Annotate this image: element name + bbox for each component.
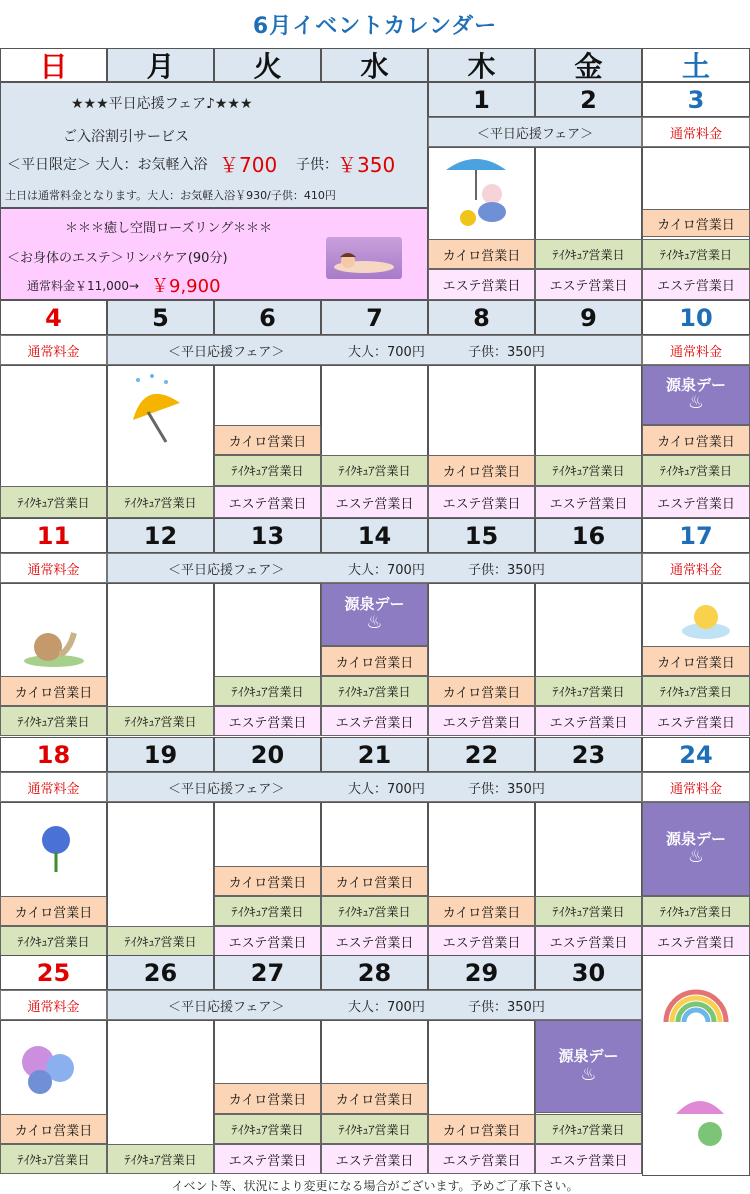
adult-price: ￥700 [219,153,278,177]
date-number[interactable]: 6 [214,300,321,335]
este-tag: エステ営業日 [642,706,750,736]
gensen-day-tag [642,365,750,425]
discount-text: ご入浴割引サービス [63,129,189,145]
este-tag: エステ営業日 [535,486,642,518]
gensen-day-tag [642,802,750,896]
onsen-icon: ♨ [366,611,383,633]
normal-rate-label: 通常料金 [642,772,750,802]
este-price: ￥9,900 [151,276,221,297]
weekday-header: 水 [321,48,428,82]
teikyua-tag: ﾃｲｸｷｭｱ営業日 [0,706,107,736]
date-number[interactable]: 10 [642,300,750,335]
teikyua-tag: ﾃｲｸｷｭｱ営業日 [214,1114,321,1144]
date-number[interactable]: 22 [428,737,535,772]
date-number[interactable]: 21 [321,737,428,772]
umbrella-icon [118,372,188,452]
disclaimer-footnote: イベント等、状況により変更になる場合がございます。予めご了承下さい。 [171,1178,579,1193]
weekend-note: 土日は通常料金となります。大人：お気軽入浴￥930/子供：410円 [5,189,336,202]
gensen-label: 源泉デー [665,829,726,848]
este-tag: エステ営業日 [214,706,321,736]
este-tag: エステ営業日 [321,486,428,518]
date-number[interactable]: 27 [214,955,321,990]
chick-icon [676,595,736,645]
normal-rate-label: 通常料金 [642,553,750,583]
date-number[interactable]: 25 [0,955,107,990]
onsen-icon: ♨ [580,1063,597,1085]
kairo-tag: カイロ営業日 [428,676,535,706]
fair-stripe [107,553,642,583]
date-number[interactable]: 4 [0,300,107,335]
teikyua-tag: ﾃｲｸｷｭｱ営業日 [214,676,321,706]
fair-stripe [107,772,642,802]
weekday-header: 木 [428,48,535,82]
kairo-tag: カイロ営業日 [428,1114,535,1144]
normal-rate-label: 通常料金 [642,335,750,365]
fair-label: ＜平日応援フェア＞ [168,344,285,360]
date-number[interactable]: 7 [321,300,428,335]
normal-rate-label: 通常料金 [0,553,107,583]
date-number[interactable]: 29 [428,955,535,990]
weekday-header: 火 [214,48,321,82]
fair-title: ★★★平日応援フェア♪★★★ [71,96,253,112]
kairo-tag: カイロ営業日 [428,455,535,486]
este-tag: エステ営業日 [642,926,750,956]
rainbow-icon [660,982,732,1032]
fair-stripe [107,990,642,1020]
frog-umbrella-icon [672,1092,734,1154]
date-number[interactable]: 11 [0,518,107,553]
kairo-tag: カイロ営業日 [214,1083,321,1114]
weekday-only-text: ＜平日限定＞ 大人：お気軽入浴 [7,157,208,173]
kairo-tag: カイロ営業日 [0,676,107,706]
teikyua-tag: ﾃｲｸｷｭｱ営業日 [535,676,642,706]
date-number[interactable]: 23 [535,737,642,772]
este-course: ＜お身体のエステ＞リンパケア(90分) [7,251,228,266]
weekday-header: 月 [107,48,214,82]
kairo-tag: カイロ営業日 [428,239,535,269]
kairo-tag: カイロ営業日 [428,896,535,926]
date-number[interactable]: 5 [107,300,214,335]
adult-fare: 大人：700円 [348,344,425,360]
kairo-tag: カイロ営業日 [214,866,321,896]
promo-panel [0,82,428,208]
kairo-tag: カイロ営業日 [214,425,321,455]
este-tag: エステ営業日 [321,1144,428,1174]
date-number[interactable]: 19 [107,737,214,772]
teikyua-tag: ﾃｲｸｷｭｱ営業日 [321,1114,428,1144]
date-number[interactable]: 17 [642,518,750,553]
este-tag: エステ営業日 [428,1144,535,1174]
teikyua-tag: ﾃｲｸｷｭｱ営業日 [642,676,750,706]
fair-stripe [107,335,642,365]
teikyua-tag: ﾃｲｸｷｭｱ営業日 [321,676,428,706]
kairo-tag: カイロ営業日 [0,896,107,926]
weekday-header: 日 [0,48,107,82]
fair-label: ＜平日応援フェア＞ [168,781,285,797]
date-number[interactable]: 8 [428,300,535,335]
gensen-label: 源泉デー [558,1047,619,1066]
onsen-icon: ♨ [687,846,705,868]
date-number[interactable]: 20 [214,737,321,772]
este-tag: エステ営業日 [642,269,750,300]
child-price: ￥350 [337,153,396,177]
child-fare: 子供：350円 [468,781,545,797]
fair-label: ＜平日応援フェア＞ [168,999,285,1015]
gensen-day-tag [535,1020,642,1113]
kairo-tag: カイロ営業日 [321,866,428,896]
massage-icon [326,237,402,279]
gensen-day-tag [321,583,428,646]
teikyua-tag: ﾃｲｸｷｭｱ営業日 [107,1144,214,1174]
kairo-tag: カイロ営業日 [642,646,750,676]
teikyua-tag: ﾃｲｸｷｭｱ営業日 [321,896,428,926]
hydrangea-cluster-icon [10,1038,90,1098]
date-number[interactable]: 15 [428,518,535,553]
date-number[interactable]: 26 [107,955,214,990]
teikyua-tag: ﾃｲｸｷｭｱ営業日 [107,486,214,518]
normal-rate-label: 通常料金 [0,772,107,802]
fair-stripe: ＜平日応援フェア＞ [428,117,642,147]
child-fare: 子供：350円 [468,562,545,578]
date-number[interactable]: 1 [428,82,535,117]
kairo-tag: カイロ営業日 [642,209,750,237]
snail-icon [18,615,88,675]
adult-fare: 大人：700円 [348,781,425,797]
este-tag: エステ営業日 [321,926,428,956]
este-tag: エステ営業日 [428,926,535,956]
adult-fare: 大人：700円 [348,562,425,578]
kairo-tag: カイロ営業日 [321,646,428,676]
date-number[interactable]: 30 [535,955,642,990]
weekday-header: 土 [642,48,750,82]
umbrella-rabbit-icon [440,150,520,230]
date-number[interactable]: 13 [214,518,321,553]
teikyua-tag: ﾃｲｸｷｭｱ営業日 [535,896,642,926]
normal-rate-label: 通常料金 [0,990,107,1020]
date-number[interactable]: 9 [535,300,642,335]
este-tag: エステ営業日 [214,486,321,518]
este-tag: エステ営業日 [535,926,642,956]
este-tag: エステ営業日 [535,1144,642,1174]
date-number[interactable]: 14 [321,518,428,553]
este-tag: エステ営業日 [535,706,642,736]
teikyua-tag: ﾃｲｸｷｭｱ営業日 [321,455,428,486]
date-number[interactable]: 18 [0,737,107,772]
este-tag: エステ営業日 [428,269,535,300]
gensen-label: 源泉デー [344,595,405,614]
teikyua-tag: ﾃｲｸｷｭｱ営業日 [0,486,107,518]
este-promo-panel [0,208,428,300]
date-number[interactable]: 24 [642,737,750,772]
este-tag: エステ営業日 [642,486,750,518]
teikyua-tag: ﾃｲｸｷｭｱ営業日 [214,896,321,926]
child-fare: 子供：350円 [468,344,545,360]
weekday-header: 金 [535,48,642,82]
onsen-icon: ♨ [687,392,705,414]
child-price-label: 子供： [296,157,338,173]
este-tag: エステ営業日 [535,269,642,300]
teikyua-tag: ﾃｲｸｷｭｱ営業日 [214,455,321,486]
teikyua-tag: ﾃｲｸｷｭｱ営業日 [0,926,107,956]
teikyua-tag: ﾃｲｸｷｭｱ営業日 [642,455,750,486]
este-tag: エステ営業日 [214,926,321,956]
teikyua-tag: ﾃｲｸｷｭｱ営業日 [642,896,750,926]
teikyua-tag: ﾃｲｸｷｭｱ営業日 [535,455,642,486]
kairo-tag: カイロ営業日 [642,425,750,455]
gensen-label: 源泉デー [665,375,726,394]
date-number[interactable]: 28 [321,955,428,990]
page-title: 6月イベントカレンダー [252,13,498,39]
este-tag: エステ営業日 [428,486,535,518]
fair-label: ＜平日応援フェア＞ [168,562,285,578]
date-number[interactable]: 16 [535,518,642,553]
hydrangea-icon [30,822,82,874]
rose-ring-title: ＊＊＊癒し空間ローズリング＊＊＊ [65,221,273,236]
date-number[interactable]: 2 [535,82,642,117]
teikyua-tag: ﾃｲｸｷｭｱ営業日 [642,239,750,269]
teikyua-tag: ﾃｲｸｷｭｱ営業日 [0,1144,107,1174]
date-number[interactable]: 12 [107,518,214,553]
este-tag: エステ営業日 [214,1144,321,1174]
kairo-tag: カイロ営業日 [321,1083,428,1114]
adult-fare: 大人：700円 [348,999,425,1015]
date-number[interactable]: 3 [642,82,750,117]
normal-rate-label: 通常料金 [0,335,107,365]
teikyua-tag: ﾃｲｸｷｭｱ営業日 [107,706,214,736]
child-fare: 子供：350円 [468,999,545,1015]
kairo-tag: カイロ営業日 [0,1114,107,1144]
este-tag: エステ営業日 [428,706,535,736]
este-normal-price: 通常料金￥11,000→ [27,279,140,293]
teikyua-tag: ﾃｲｸｷｭｱ営業日 [535,1114,642,1144]
este-tag: エステ営業日 [321,706,428,736]
normal-rate-label: 通常料金 [642,117,750,147]
teikyua-tag: ﾃｲｸｷｭｱ営業日 [535,239,642,269]
teikyua-tag: ﾃｲｸｷｭｱ営業日 [107,926,214,956]
